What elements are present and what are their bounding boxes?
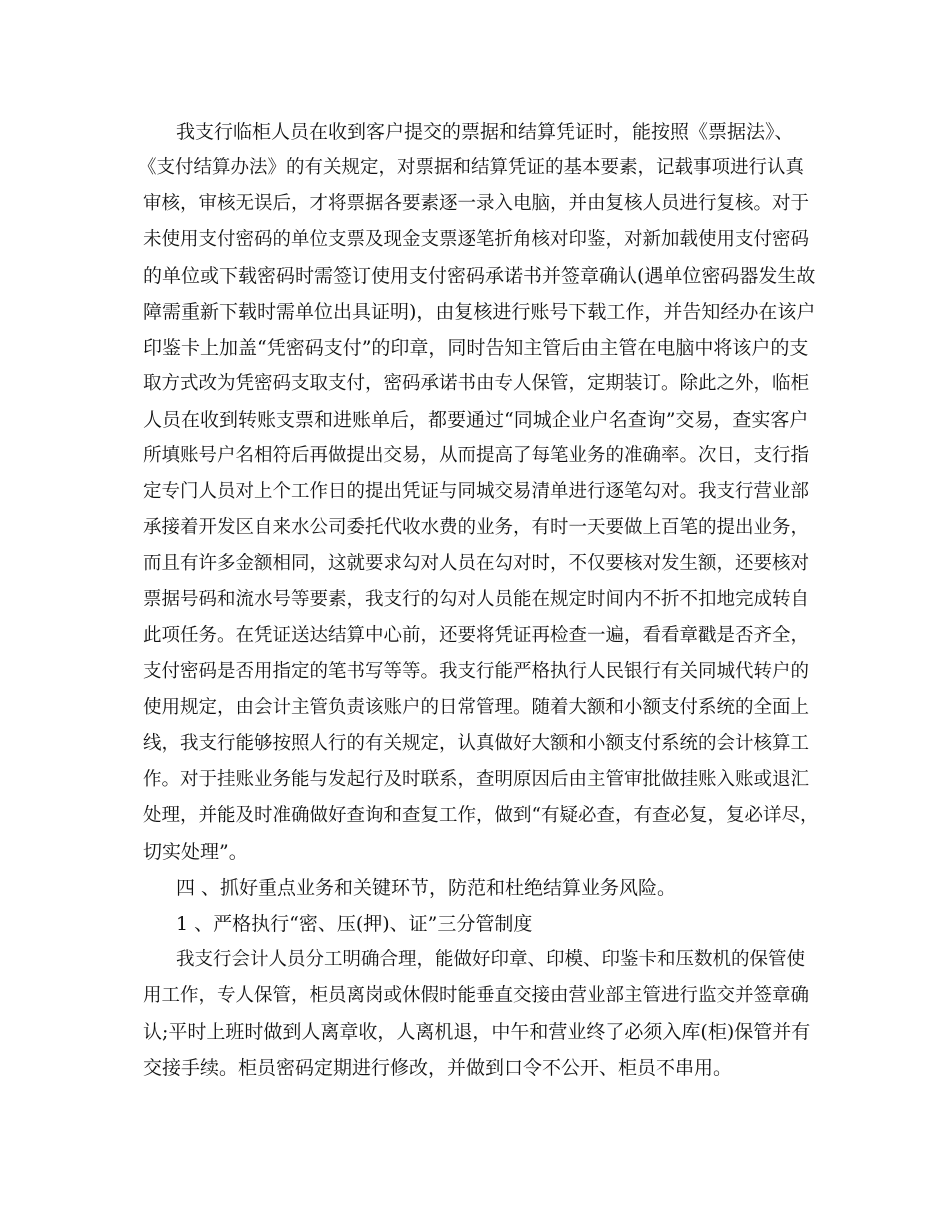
text-line: 我支行会计人员分工明确合理，能做好印章、印模、印鉴卡和压数机的保管使	[176, 949, 806, 970]
text-line: 所填账号户名相符后再做提出交易，从而提高了每笔业务的准确率。次日，支行指	[143, 445, 810, 466]
text-line: 处理，并能及时准确做好查询和查复工作，做到“有疑必查，有查必复，复必详尽，	[143, 805, 819, 826]
text-line: 取方式改为凭密码支取支付，密码承诺书由专人保管，定期装订。除此之外，临柜	[143, 373, 810, 394]
text-line: 的单位或下载密码时需签订使用支付密码承诺书并签章确认(遇单位密码器发生故	[143, 265, 816, 287]
text-line: 交接手续。柜员密码定期进行修改，并做到口令不公开、柜员不串用。	[143, 1057, 733, 1079]
subsection-heading: 1 、严格执行“密、压(押)、证”三分管制度	[176, 913, 533, 935]
text-line: 切实处理”。	[143, 841, 248, 863]
text-line: 而且有许多金额相同，这就要求勾对人员在勾对时，不仅要核对发生额，还要核对	[143, 553, 810, 574]
text-line: 印鉴卡上加盖“凭密码支付”的印章，同时告知主管后由主管在电脑中将该户的支	[143, 337, 809, 359]
text-line: 障需重新下载时需单位出具证明)，由复核进行账号下载工作，并告知经办在该户	[143, 301, 816, 323]
text-line: 定专门人员对上个工作日的提出凭证与同城交易清单进行逐笔勾对。我支行营业部	[143, 481, 810, 502]
text-line: 未使用支付密码的单位支票及现金支票逐笔折角核对印鉴，对新加载使用支付密码	[143, 229, 810, 250]
text-line: 用工作，专人保管，柜员离岗或休假时能垂直交接由营业部主管进行监交并签章确	[143, 985, 810, 1006]
section-heading: 四 、抓好重点业务和关键环节，防范和杜绝结算业务风险。	[176, 877, 677, 899]
text-line: 审核，审核无误后，才将票据各要素逐一录入电脑，并由复核人员进行复核。对于	[143, 193, 810, 214]
text-line: 我支行临柜人员在收到客户提交的票据和结算凭证时，能按照《票据法》、	[176, 121, 794, 143]
text-line: 线，我支行能够按照人行的有关规定，认真做好大额和小额支付系统的会计核算工	[143, 733, 810, 754]
text-line: 人员在收到转账支票和进账单后，都要通过“同城企业户名查询”交易，查实客户	[143, 409, 809, 431]
text-line: 支付密码是否用指定的笔书写等等。我支行能严格执行人民银行有关同城代转户的	[143, 661, 810, 682]
text-line: 此项任务。在凭证送达结算中心前，还要将凭证再检查一遍，看看章戳是否齐全，	[143, 625, 810, 646]
text-line: 使用规定，由会计主管负责该账户的日常管理。随着大额和小额支付系统的全面上	[143, 697, 810, 718]
text-line: 票据号码和流水号等要素，我支行的勾对人员能在规定时间内不折不扣地完成转自	[143, 589, 810, 610]
text-line: 《支付结算办法》的有关规定，对票据和结算凭证的基本要素，记载事项进行认真	[138, 157, 805, 178]
text-line: 承接着开发区自来水公司委托代收水费的业务，有时一天要做上百笔的提出业务，	[143, 517, 810, 538]
text-line: 认;平时上班时做到人离章收，人离机退，中午和营业终了必须入库(柜)保管并有	[143, 1021, 811, 1043]
text-line: 作。对于挂账业务能与发起行及时联系，查明原因后由主管审批做挂账入账或退汇	[143, 769, 810, 790]
